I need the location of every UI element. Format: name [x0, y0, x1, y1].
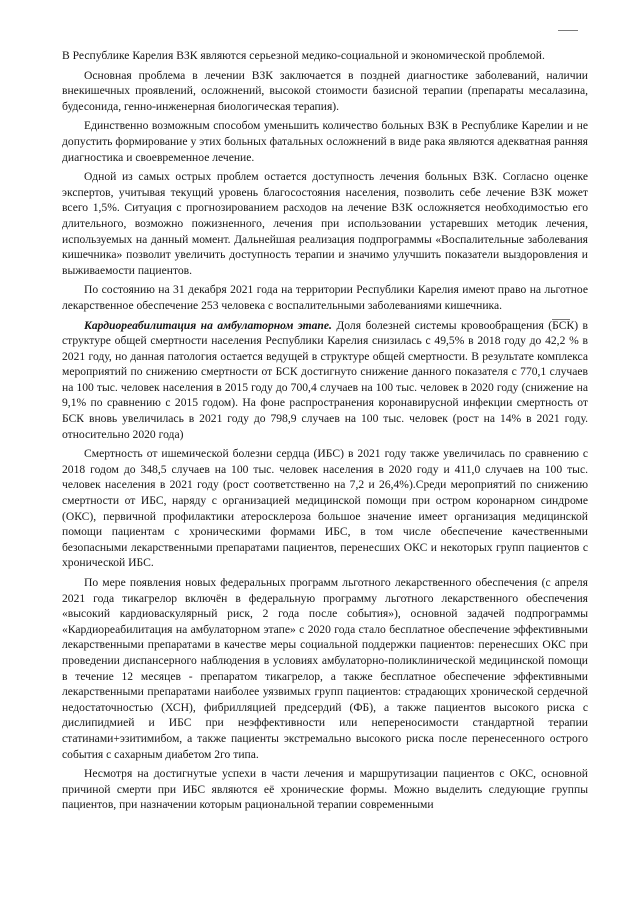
paragraph: В Республике Карелия ВЗК являются серьезной медико-социальной и экономической проблемой.: [62, 49, 545, 62]
paragraph: Смертность от ишемической болезни сердца (ИБС) в 2021 году также увеличилась по сравнению с 2018 годом до 348,5 случаев на 100 тыс. человек населения в 2020 году и 411,0 случаев на 100 тыс. человек населения в 2021 году (рост соответственно на 7,2 и 26,4%).Среди мероприятий по снижению смертности от ИБС, наряду с организацией медицинской помощи при остром коронарном синдроме (ОКС), первичной профилактики атеросклероза большое значение имеет организация медицинской помощи пациентам с хроническими формами ИБС, в том числе обеспечение качественными безопасными лекарственными препаратами пациентов, перенесших ОКС и некоторых групп пациентов с хронической ИБС.: [62, 447, 588, 570]
paragraph: Несмотря на достигнутые успехи в части лечения и маршрутизации пациентов с ОКС, основной причиной смерти при ИБС являются её хронические формы. Можно выделить следующие группы пациентов, при назначении которым рациональной терапии современными: [62, 767, 588, 812]
section-lead: Кардиореабилитация на амбулаторном этапе.: [84, 318, 332, 332]
paragraph: По состоянию на 31 декабря 2021 года на территории Республики Карелия имеют право на льготное лекарственное обеспечение 253 человека с воспалительными заболеваниями кишечника.: [62, 283, 588, 312]
paragraph: По мере появления новых федеральных программ льготного лекарственного обеспечения (с апреля 2021 года тикагрелор включён в федеральную программу льготного лекарственного обеспечения «высокий кардиоваскулярный риск, 2 года после события»), основной задачей подпрограммы «Кардиореабилитация на амбулаторном этапе» с 2020 года стало бесплатное обеспечение эффективными лекарственными препаратами в качестве меры социальной поддержки пациентов: перенесших ОКС при проведении диспансерного наблюдения в условиях амбулаторно-поликлинической медицинской помощи в течение 12 месяцев - препаратом тикагрелор, а также бесплатное обеспечение эффективными лекарственными препаратами наиболее уязвимых групп пациентов: страдающих хронической сердечной недостаточностью (ХСН), фибрилляцией предсердий (ФБ), а также пациентов высокого риска с дислипидмией и ИБС при неэффективности или непереносимости стандартной терапии статинами+эзитимибом, а также пациенты экстремально высокого риска после перенесенного острого события с сахарным диабетом 2го типа.: [62, 576, 588, 761]
document-body: [62, 48, 588, 817]
paragraph: Одной из самых острых проблем остается доступность лечения больных ВЗК. Согласно оценке экспертов, учитывая текущий уровень благосостояния населения, позволить себе лечение ВЗК может всего 1,5%. Ситуация с прогнозированием расходов на лечение ВЗК осложняется необходимостью его длительного, возможно пожизненного, лечения при использовании устаревших методик лечения, используемых на данный момент. Дальнейшая реализация подпрограммы «Воспалительные заболевания кишечника» позволит увеличить доступность терапии и значимо улучшить показатели выздоровления и выживаемости пациентов.: [62, 170, 588, 277]
paragraph: Основная проблема в лечении ВЗК заключается в поздней диагностике заболеваний, наличии внекишечных проявлений, осложнений, высокой стоимости базисной терапии (препараты месалазина, будесонида, генно-инженерная биологическая терапия).: [62, 68, 588, 113]
paragraph-cardio: [62, 318, 588, 443]
section-text: Доля болезней системы кровообращения (БСК) в структуре общей смертности населения Республики Карелия снизилась с 49,5% в 2018 году до 42,2 % в 2021 году, но данная патология остается ведущей в структуре общей смертности. В результате комплекса мероприятий по снижению смертности от БСК достигнуто снижение данного показателя с 770,1 случаев на 100 тыс. человек населения в 2015 году до 700,4 случаев на 100 тыс. человек в 2020 году (снижение на 9,1% по сравнению с 2015 годом). На фоне распространения коронавирусной инфекции смертность от БСК вновь увеличилась в 2021 году до 798,9 случаев на 100 тыс. человек (рост на 14% в 2021 году. относительно 2020 года): [62, 318, 588, 441]
paragraph: Единственно возможным способом уменьшить количество больных ВЗК в Республике Карелии и не допустить формирование у этих больных фатальных осложнений в виде рака являются адекватная ранняя диагностика и своевременное лечение.: [62, 119, 588, 164]
scan-mark-top: [558, 30, 578, 31]
